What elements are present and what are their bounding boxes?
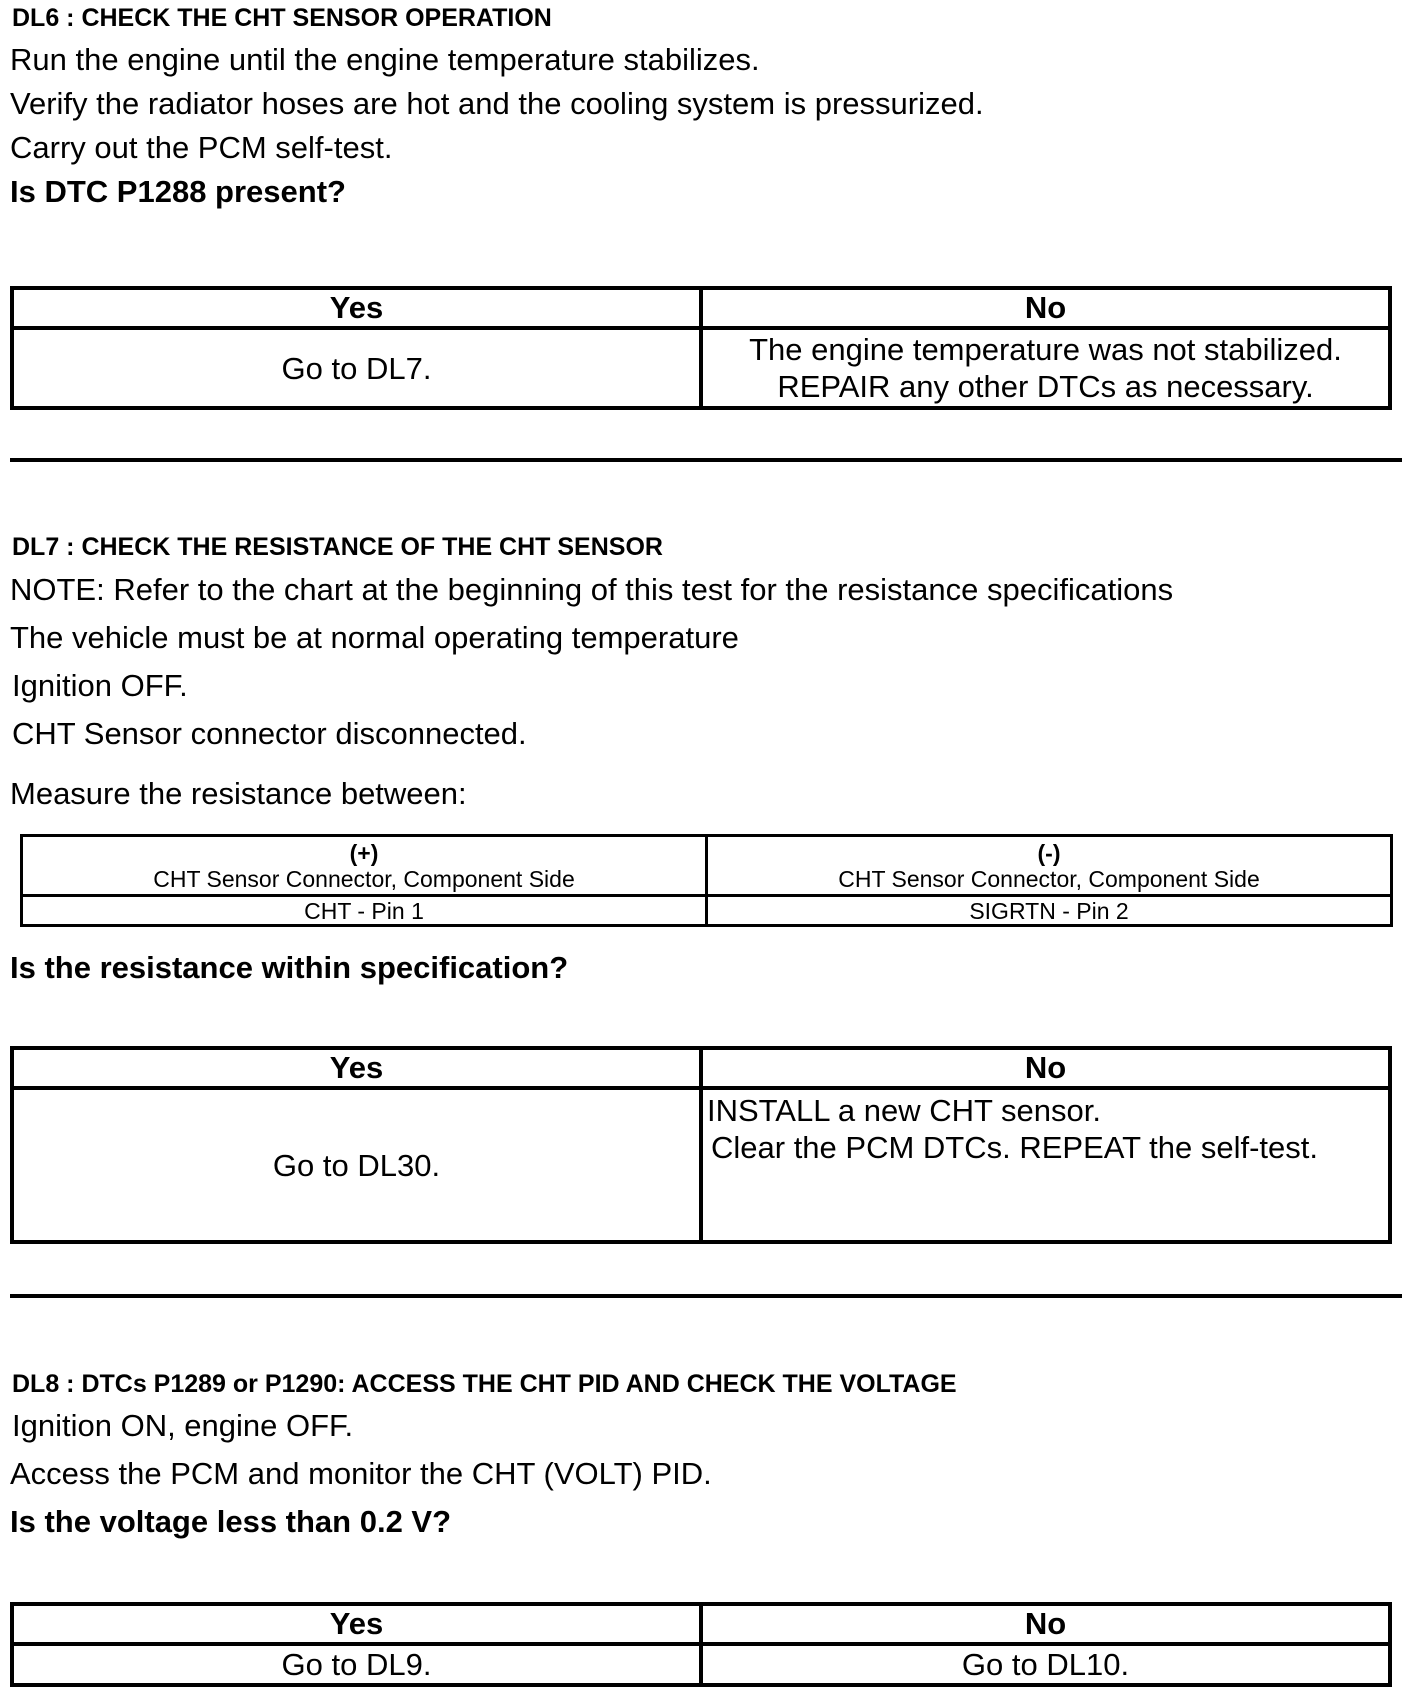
dl6-step-1: Run the engine until the engine temperature stabilizes. [10, 42, 760, 77]
dl6-no-action [701, 328, 1390, 408]
dl7-yes-no-table [10, 1046, 1392, 1244]
dl7-positive-header: CHT Sensor Connector, Component Side [153, 865, 575, 892]
dl6-question: Is DTC P1288 present? [10, 174, 346, 209]
dl8-step-2: Access the PCM and monitor the CHT (VOLT) PID. [10, 1456, 712, 1491]
dl7-no-action-line-2: Clear the PCM DTCs. REPEAT the self-test. [711, 1130, 1318, 1165]
dl7-positive-sign: (+) [349, 839, 379, 866]
dl8-yes-header: Yes [12, 1604, 701, 1644]
dl7-positive-pin: CHT - Pin 1 [22, 896, 707, 926]
dl6-no-action-line-1: The engine temperature was not stabilized. [749, 332, 1342, 367]
section-divider-2 [10, 1294, 1402, 1298]
dl8-heading: DL8 : DTCs P1289 or P1290: ACCESS THE CHT PID AND CHECK THE VOLTAGE [12, 1370, 957, 1398]
dl6-yes-no-table [10, 286, 1392, 410]
dl6-yes-header: Yes [12, 288, 701, 328]
dl7-negative-sign: (-) [1037, 839, 1061, 866]
dl7-yes-header: Yes [12, 1048, 701, 1088]
section-divider-1 [10, 458, 1402, 462]
dl6-step-2: Verify the radiator hoses are hot and the cooling system is pressurized. [10, 86, 984, 121]
dl8-no-header: No [701, 1604, 1390, 1644]
dl8-yes-action: Go to DL9. [12, 1644, 701, 1685]
dl7-question: Is the resistance within specification? [10, 950, 569, 985]
dl7-pin-table [20, 834, 1393, 927]
dl8-question: Is the voltage less than 0.2 V? [10, 1504, 452, 1539]
dl7-step-2: The vehicle must be at normal operating temperature [10, 620, 739, 655]
dl7-step-5: Measure the resistance between: [10, 776, 467, 811]
dl7-step-4: CHT Sensor connector disconnected. [12, 716, 527, 751]
dl7-positive-header-cell [22, 836, 707, 896]
dl6-step-3: Carry out the PCM self-test. [10, 130, 393, 165]
dl8-step-1: Ignition ON, engine OFF. [12, 1408, 354, 1443]
dl8-yes-no-table [10, 1602, 1392, 1687]
dl7-no-action [701, 1088, 1390, 1242]
dl7-step-1: NOTE: Refer to the chart at the beginning of this test for the resistance specifications [10, 572, 1174, 607]
dl7-no-action-line-1: INSTALL a new CHT sensor. [707, 1093, 1101, 1128]
dl8-no-action: Go to DL10. [701, 1644, 1390, 1685]
dl7-step-3: Ignition OFF. [12, 668, 188, 703]
dl7-heading: DL7 : CHECK THE RESISTANCE OF THE CHT SENSOR [12, 533, 663, 561]
dl7-no-header: No [701, 1048, 1390, 1088]
dl6-heading: DL6 : CHECK THE CHT SENSOR OPERATION [12, 4, 552, 32]
dl7-yes-action: Go to DL30. [12, 1088, 701, 1242]
dl6-no-action-line-2: REPAIR any other DTCs as necessary. [777, 369, 1314, 404]
dl7-negative-header: CHT Sensor Connector, Component Side [838, 865, 1260, 892]
dl7-negative-pin: SIGRTN - Pin 2 [707, 896, 1392, 926]
dl6-no-header: No [701, 288, 1390, 328]
dl6-yes-action: Go to DL7. [12, 328, 701, 408]
dl7-negative-header-cell [707, 836, 1392, 896]
